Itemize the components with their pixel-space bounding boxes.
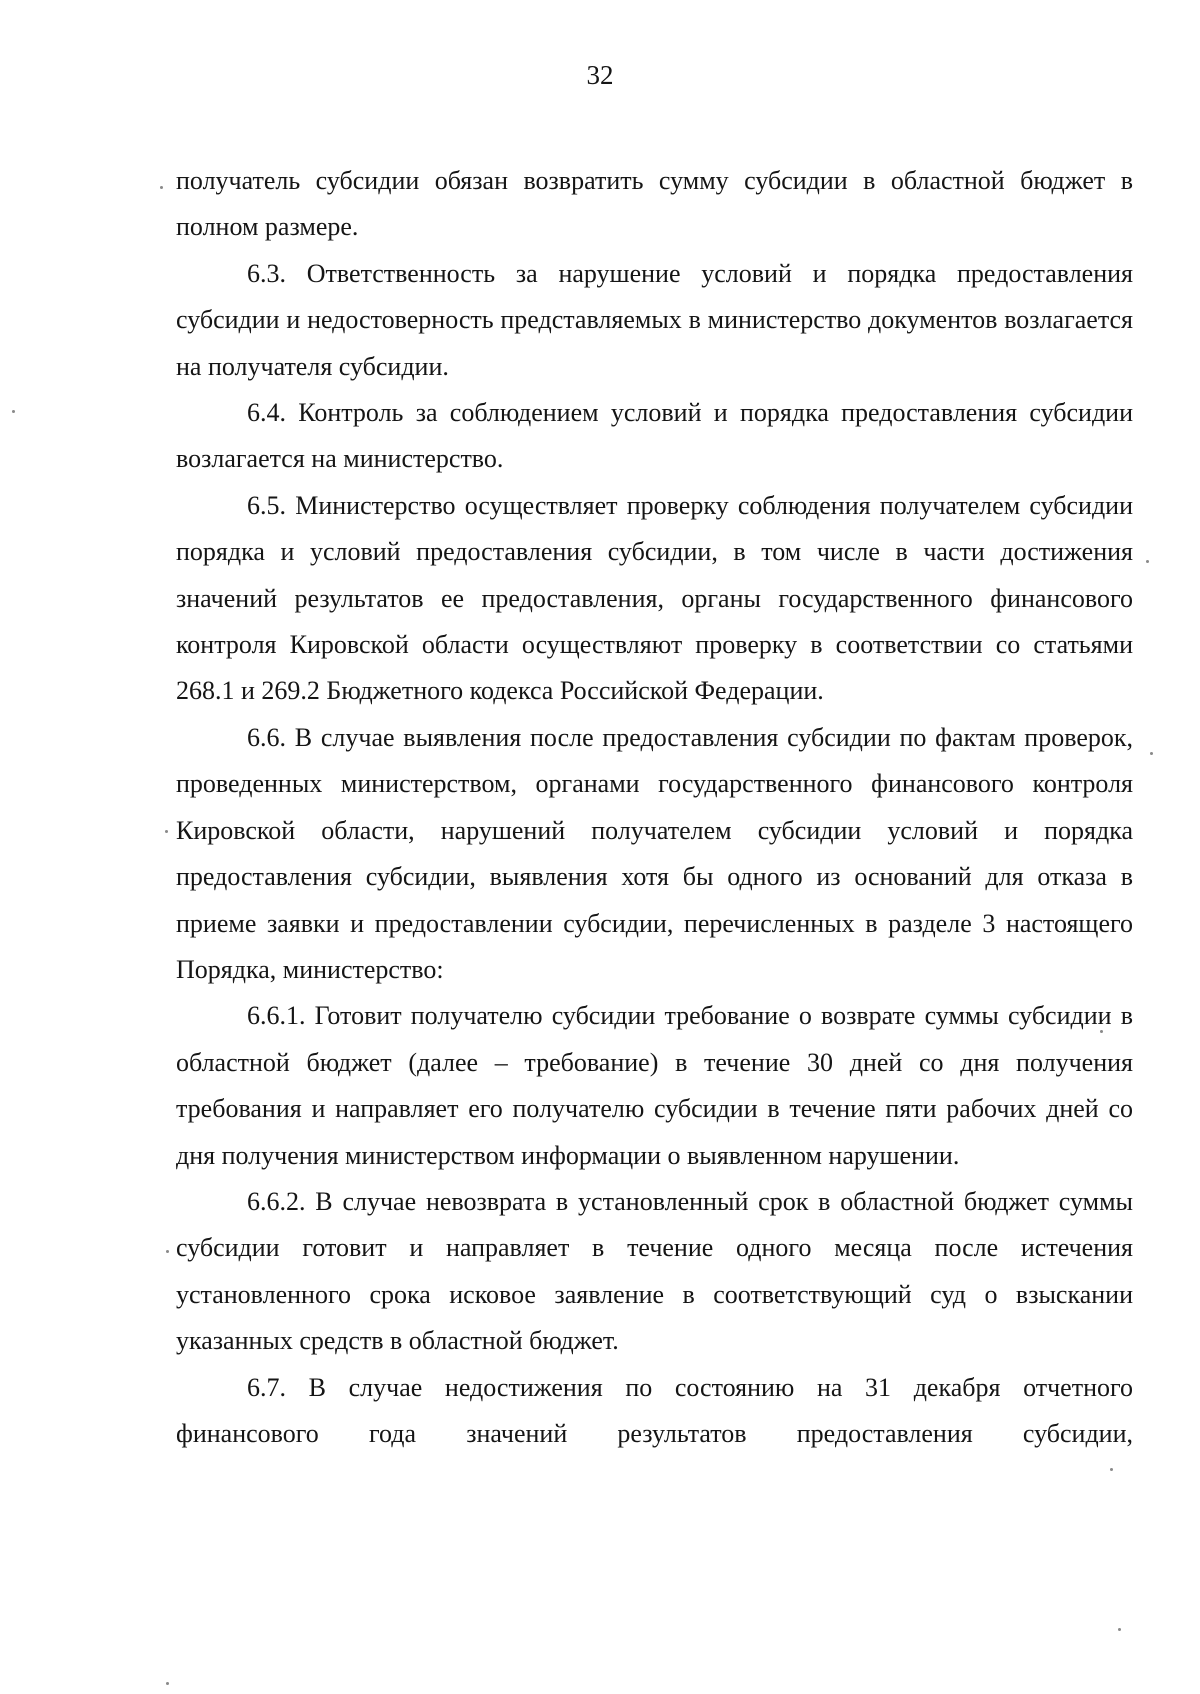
paragraph-continuation: получатель субсидии обязан возвратить сумму субсидии в областной бюджет в полном размере. [176,166,1133,242]
scan-speck [1146,560,1149,563]
scan-speck [160,186,163,189]
scan-speck [1118,1628,1121,1631]
paragraph-6-7: 6.7. В случае недостижения по состоянию на 31 декабря отчетного финансового года значений результатов предоставления субсидии, [176,1372,1133,1448]
paragraph-6-4: 6.4. Контроль за соблюдением условий и порядка предоставления субсидии возлагается на министерство. [176,398,1133,474]
scan-speck [1150,752,1153,755]
document-body [176,158,1133,1457]
scan-speck [12,410,15,413]
scan-speck [166,1682,169,1685]
page-number: 32 [586,60,614,90]
scan-speck [166,1250,169,1253]
scan-speck [165,830,168,833]
paragraph-6-6-2: 6.6.2. В случае невозврата в установленный срок в областной бюджет суммы субсидии готовит и направляет в течение одного месяца после истечения установленного срока исковое заявление в соответствующий суд о взыскании указанных средств в областной бюджет. [176,1186,1133,1356]
paragraph-6-5: 6.5. Министерство осуществляет проверку соблюдения получателем субсидии порядка и условий предоставления субсидии, в том числе в части достижения значений результатов ее предоставления, органы государственного финансового контроля Кировской области осуществляют проверку в соответствии со статьями 268.1 и 269.2 Бюджетного кодекса Российской Федерации. [176,490,1133,706]
paragraph-6-3: 6.3. Ответственность за нарушение условий и порядка предоставления субсидии и недостоверность представляемых в министерство документов возлагается на получателя субсидии. [176,258,1133,381]
paragraph-6-6: 6.6. В случае выявления после предоставления субсидии по фактам проверок, проведенных министерством, органами государственного финансового контроля Кировской области, нарушений получателем субсидии условий и порядка предоставления субсидии, выявления хотя бы одного из оснований для отказа в приеме заявки и предоставлении субсидии, перечисленных в разделе 3 настоящего Порядка, министерство: [176,722,1133,984]
scan-speck [1100,1030,1103,1033]
paragraph-6-6-1: 6.6.1. Готовит получателю субсидии требование о возврате суммы субсидии в областной бюджет (далее – требование) в течение 30 дней со дня получения требования и направляет его получателю субсидии в течение пяти рабочих дней со дня получения министерством информации о выявленном нарушении. [176,1001,1133,1170]
scan-speck [1110,1468,1113,1471]
